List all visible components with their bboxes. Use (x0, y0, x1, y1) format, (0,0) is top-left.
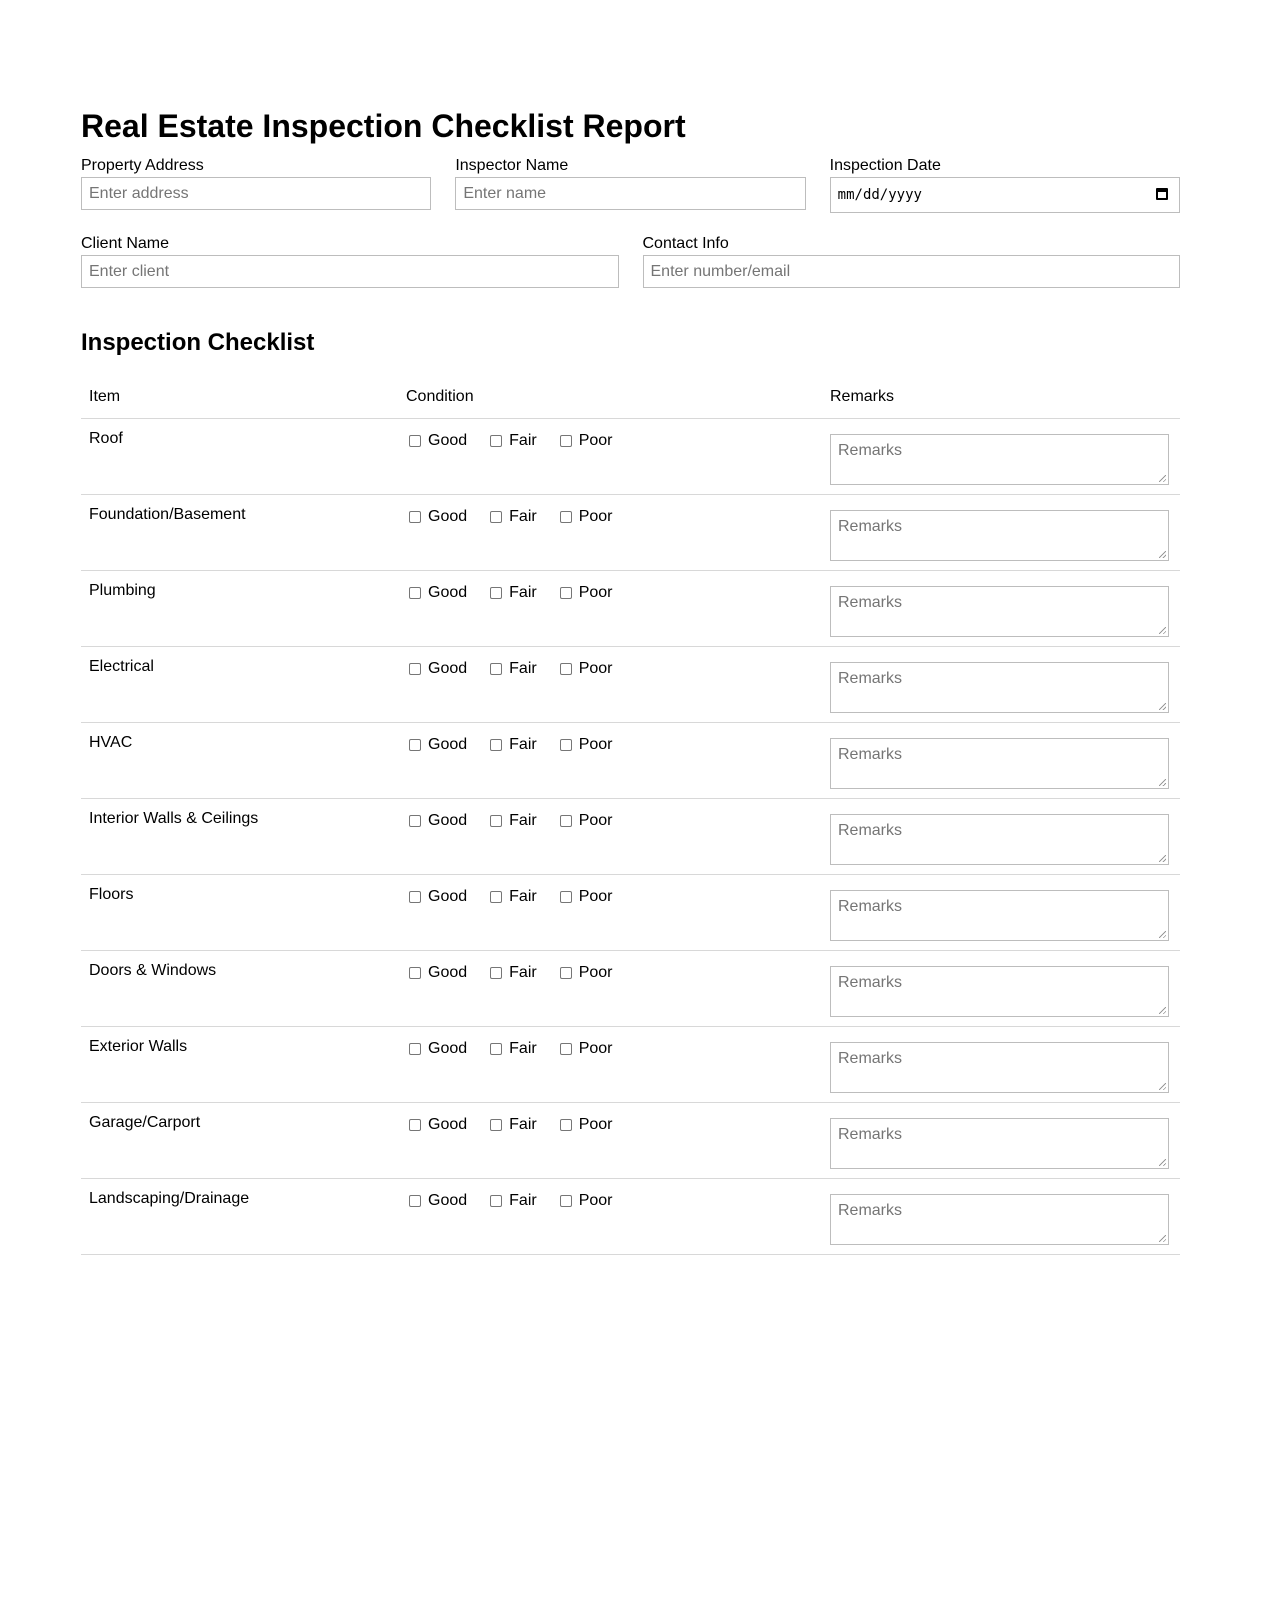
condition-checkbox[interactable] (409, 739, 421, 751)
item-name: Foundation/Basement (81, 495, 398, 571)
property-address-field (81, 157, 431, 213)
table-header-row (81, 376, 1180, 419)
condition-label: Good (428, 888, 468, 905)
condition-options (398, 723, 822, 799)
condition-checkbox[interactable] (560, 1043, 572, 1055)
remarks-placeholder: Remarks (838, 518, 903, 535)
remarks-placeholder: Remarks (838, 594, 903, 611)
condition-checkbox[interactable] (490, 815, 502, 827)
condition-options (398, 495, 822, 571)
condition-options (398, 875, 822, 951)
resize-handle-icon[interactable] (1159, 627, 1166, 634)
condition-option[interactable] (487, 812, 537, 830)
remarks-placeholder: Remarks (838, 822, 903, 839)
condition-label: Poor (578, 1192, 613, 1209)
condition-label: Good (428, 736, 468, 753)
condition-checkbox[interactable] (490, 1195, 502, 1207)
item-name: Garage/Carport (81, 1103, 398, 1179)
table-row (81, 1027, 1180, 1103)
condition-label: Fair (509, 964, 537, 981)
condition-label: Fair (509, 736, 537, 753)
condition-label: Poor (578, 508, 613, 525)
inspection-date-input[interactable] (830, 177, 1180, 213)
condition-label: Poor (578, 660, 613, 677)
client-name-input[interactable] (81, 255, 619, 288)
inspector-name-input[interactable] (455, 177, 805, 210)
condition-option[interactable] (406, 1116, 467, 1134)
resize-handle-icon[interactable] (1159, 779, 1166, 786)
condition-option[interactable] (487, 584, 537, 602)
condition-checkbox[interactable] (560, 435, 572, 447)
item-name: Electrical (81, 647, 398, 723)
condition-checkbox[interactable] (409, 815, 421, 827)
condition-label: Good (428, 964, 468, 981)
condition-label: Fair (509, 1040, 537, 1057)
condition-checkbox[interactable] (490, 1043, 502, 1055)
condition-checkbox[interactable] (409, 1043, 421, 1055)
condition-checkbox[interactable] (490, 663, 502, 675)
remarks-textarea[interactable] (830, 966, 1169, 1017)
condition-option[interactable] (557, 888, 613, 906)
condition-options (398, 951, 822, 1027)
condition-option[interactable] (406, 1040, 467, 1058)
condition-checkbox[interactable] (560, 1119, 572, 1131)
condition-options (398, 571, 822, 647)
condition-label: Poor (578, 964, 613, 981)
condition-checkbox[interactable] (560, 815, 572, 827)
table-row (81, 875, 1180, 951)
item-name: Plumbing (81, 571, 398, 647)
resize-handle-icon[interactable] (1159, 475, 1166, 482)
details-row-2 (81, 235, 1180, 288)
condition-checkbox[interactable] (560, 891, 572, 903)
condition-label: Good (428, 508, 468, 525)
condition-option[interactable] (487, 888, 537, 906)
condition-checkbox[interactable] (560, 1195, 572, 1207)
table-row (81, 419, 1180, 495)
condition-label: Good (428, 1192, 468, 1209)
remarks-cell (822, 1103, 1180, 1179)
item-name: HVAC (81, 723, 398, 799)
checklist-table (81, 376, 1180, 1255)
condition-checkbox[interactable] (490, 891, 502, 903)
contact-info-field (643, 235, 1181, 288)
property-address-input[interactable] (81, 177, 431, 210)
item-name: Doors & Windows (81, 951, 398, 1027)
condition-checkbox[interactable] (490, 435, 502, 447)
condition-options (398, 799, 822, 875)
condition-option[interactable] (487, 660, 537, 678)
condition-label: Good (428, 584, 468, 601)
condition-option[interactable] (487, 964, 537, 982)
calendar-icon[interactable] (1156, 188, 1168, 200)
remarks-cell (822, 647, 1180, 723)
condition-label: Fair (509, 660, 537, 677)
condition-option[interactable] (406, 736, 467, 754)
resize-handle-icon[interactable] (1159, 1159, 1166, 1166)
condition-label: Poor (578, 432, 613, 449)
remarks-placeholder: Remarks (838, 898, 903, 915)
condition-checkbox[interactable] (490, 967, 502, 979)
table-row (81, 951, 1180, 1027)
condition-label: Good (428, 660, 468, 677)
condition-option[interactable] (487, 1116, 537, 1134)
condition-checkbox[interactable] (409, 1195, 421, 1207)
table-row (81, 799, 1180, 875)
remarks-textarea[interactable] (830, 738, 1169, 789)
condition-option[interactable] (406, 1192, 467, 1210)
report-form (81, 100, 1180, 1255)
resize-handle-icon[interactable] (1159, 551, 1166, 558)
remarks-textarea[interactable] (830, 434, 1169, 485)
remarks-textarea[interactable] (830, 814, 1169, 865)
condition-checkbox[interactable] (409, 967, 421, 979)
contact-info-label: Contact Info (642, 235, 729, 252)
remarks-cell (822, 799, 1180, 875)
condition-label: Poor (578, 1116, 613, 1133)
resize-handle-icon[interactable] (1159, 1083, 1166, 1090)
inspector-name-label: Inspector Name (455, 157, 569, 174)
condition-label: Fair (509, 1192, 537, 1209)
remarks-textarea[interactable] (830, 586, 1169, 637)
condition-option[interactable] (487, 432, 537, 450)
table-row (81, 1179, 1180, 1255)
remarks-cell (822, 1179, 1180, 1255)
condition-label: Fair (509, 432, 537, 449)
condition-checkbox[interactable] (409, 1119, 421, 1131)
condition-option[interactable] (557, 812, 613, 830)
condition-option[interactable] (406, 432, 467, 450)
header-item: Item (81, 376, 398, 419)
condition-option[interactable] (487, 736, 537, 754)
condition-option[interactable] (406, 508, 467, 526)
remarks-textarea[interactable] (830, 1118, 1169, 1169)
condition-label: Poor (578, 1040, 613, 1057)
remarks-cell (822, 1027, 1180, 1103)
condition-options (398, 419, 822, 495)
condition-checkbox[interactable] (490, 511, 502, 523)
inspector-name-field (455, 157, 805, 213)
condition-options (398, 1179, 822, 1255)
checklist-body (81, 419, 1180, 1255)
remarks-cell (822, 723, 1180, 799)
property-address-label: Property Address (81, 157, 204, 174)
condition-label: Poor (578, 736, 613, 753)
header-remarks: Remarks (822, 376, 1180, 419)
remarks-placeholder: Remarks (838, 1202, 903, 1219)
remarks-placeholder: Remarks (838, 974, 903, 991)
condition-checkbox[interactable] (409, 891, 421, 903)
remarks-textarea[interactable] (830, 1042, 1169, 1093)
remarks-cell (822, 951, 1180, 1027)
table-row (81, 723, 1180, 799)
condition-checkbox[interactable] (409, 587, 421, 599)
condition-label: Poor (578, 888, 613, 905)
condition-option[interactable] (406, 660, 467, 678)
condition-checkbox[interactable] (560, 663, 572, 675)
table-row (81, 1103, 1180, 1179)
condition-label: Fair (509, 584, 537, 601)
table-row (81, 495, 1180, 571)
remarks-placeholder: Remarks (838, 1126, 903, 1143)
condition-option[interactable] (557, 432, 613, 450)
condition-option[interactable] (557, 964, 613, 982)
remarks-textarea[interactable] (830, 890, 1169, 941)
condition-label: Poor (578, 584, 613, 601)
resize-handle-icon[interactable] (1159, 1007, 1166, 1014)
condition-options (398, 1103, 822, 1179)
condition-label: Fair (509, 508, 537, 525)
condition-option[interactable] (406, 584, 467, 602)
condition-checkbox[interactable] (560, 587, 572, 599)
remarks-textarea[interactable] (830, 510, 1169, 561)
contact-info-input[interactable] (643, 255, 1181, 288)
details-row-1 (81, 157, 1180, 213)
condition-option[interactable] (487, 1192, 537, 1210)
condition-checkbox[interactable] (409, 511, 421, 523)
remarks-cell (822, 571, 1180, 647)
client-name-field (81, 235, 619, 288)
remarks-placeholder: Remarks (838, 1050, 903, 1067)
condition-label: Good (428, 1116, 468, 1133)
condition-option[interactable] (557, 736, 613, 754)
condition-checkbox[interactable] (490, 1119, 502, 1131)
remarks-textarea[interactable] (830, 662, 1169, 713)
condition-label: Good (428, 432, 468, 449)
condition-option[interactable] (557, 1040, 613, 1058)
condition-option[interactable] (557, 1192, 613, 1210)
condition-checkbox[interactable] (409, 435, 421, 447)
remarks-placeholder: Remarks (838, 670, 903, 687)
condition-label: Fair (509, 1116, 537, 1133)
page-title: Real Estate Inspection Checklist Report (81, 108, 686, 144)
remarks-placeholder: Remarks (838, 442, 903, 459)
item-name: Floors (81, 875, 398, 951)
item-name: Roof (81, 419, 398, 495)
condition-label: Good (428, 812, 468, 829)
condition-option[interactable] (557, 660, 613, 678)
condition-option[interactable] (557, 1116, 613, 1134)
remarks-textarea[interactable] (830, 1194, 1169, 1245)
condition-option[interactable] (557, 508, 613, 526)
resize-handle-icon[interactable] (1159, 1235, 1166, 1242)
condition-option[interactable] (406, 888, 467, 906)
condition-label: Good (428, 1040, 468, 1057)
table-row (81, 647, 1180, 723)
item-name: Landscaping/Drainage (81, 1179, 398, 1255)
client-name-label: Client Name (81, 235, 170, 252)
checklist-title: Inspection Checklist (81, 329, 315, 356)
condition-option[interactable] (487, 508, 537, 526)
condition-checkbox[interactable] (409, 663, 421, 675)
resize-handle-icon[interactable] (1159, 855, 1166, 862)
condition-options (398, 647, 822, 723)
item-name: Exterior Walls (81, 1027, 398, 1103)
header-condition: Condition (398, 376, 822, 419)
date-format-text: mm/dd/yyyy (837, 187, 922, 203)
condition-option[interactable] (487, 1040, 537, 1058)
resize-handle-icon[interactable] (1159, 703, 1166, 710)
condition-options (398, 1027, 822, 1103)
condition-checkbox[interactable] (560, 739, 572, 751)
condition-option[interactable] (557, 584, 613, 602)
remarks-cell (822, 419, 1180, 495)
remarks-cell (822, 495, 1180, 571)
condition-checkbox[interactable] (560, 967, 572, 979)
inspection-date-field (830, 157, 1180, 213)
resize-handle-icon[interactable] (1159, 931, 1166, 938)
condition-label: Fair (509, 812, 537, 829)
condition-label: Poor (578, 812, 613, 829)
condition-option[interactable] (406, 812, 467, 830)
condition-checkbox[interactable] (490, 739, 502, 751)
condition-option[interactable] (406, 964, 467, 982)
remarks-placeholder: Remarks (838, 746, 903, 763)
table-row (81, 571, 1180, 647)
remarks-cell (822, 875, 1180, 951)
item-name: Interior Walls & Ceilings (81, 799, 398, 875)
inspection-date-label: Inspection Date (829, 157, 941, 174)
condition-checkbox[interactable] (490, 587, 502, 599)
condition-checkbox[interactable] (560, 511, 572, 523)
condition-label: Fair (509, 888, 537, 905)
